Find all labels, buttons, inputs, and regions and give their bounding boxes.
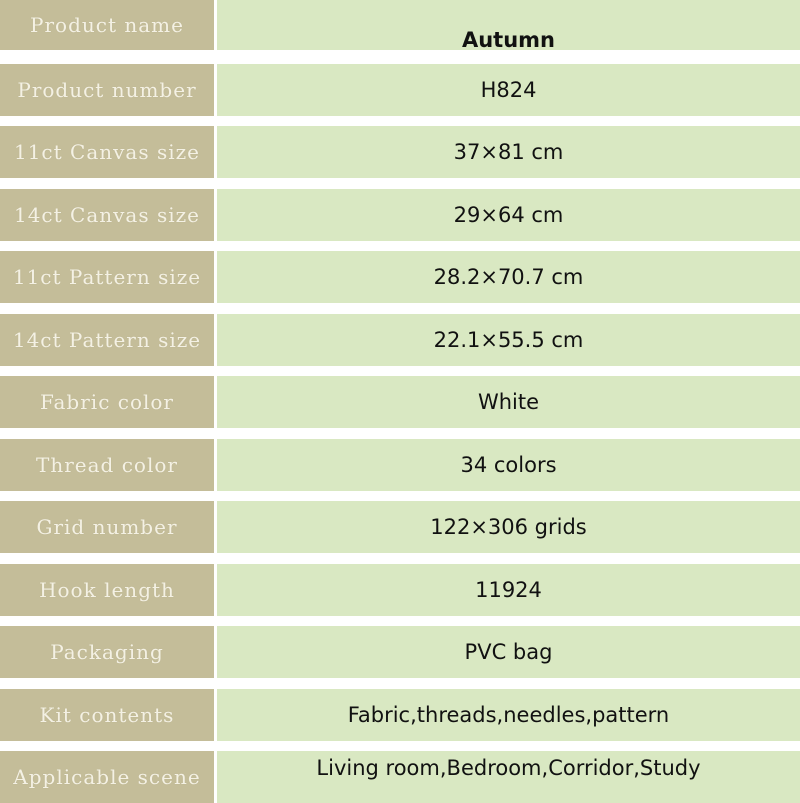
spec-value: 37×81 cm: [217, 126, 800, 178]
spec-value: 22.1×55.5 cm: [217, 314, 800, 366]
spec-label: Packaging: [0, 626, 214, 678]
spec-value: 34 colors: [217, 439, 800, 491]
spec-row-fabric-color: [0, 376, 800, 428]
spec-row-11ct-pattern-size: [0, 251, 800, 303]
spec-label: 14ct Canvas size: [0, 189, 214, 241]
spec-row-packaging: [0, 626, 800, 678]
spec-label: 11ct Canvas size: [0, 126, 214, 178]
spec-label: Hook length: [0, 564, 214, 616]
spec-value: 29×64 cm: [217, 189, 800, 241]
spec-row-product-number: [0, 64, 800, 116]
spec-row-hook-length: [0, 564, 800, 616]
spec-row-11ct-canvas-size: [0, 126, 800, 178]
spec-label: 11ct Pattern size: [0, 251, 214, 303]
spec-label: Thread color: [0, 439, 214, 491]
spec-label: Grid number: [0, 501, 214, 553]
spec-value: Living room,Bedroom,Corridor,Study: [217, 751, 800, 803]
spec-label: Kit contents: [0, 689, 214, 741]
spec-value: 11924: [217, 564, 800, 616]
spec-label: Product name: [0, 0, 214, 50]
spec-value: PVC bag: [217, 626, 800, 678]
spec-value: Fabric,threads,needles,pattern: [217, 689, 800, 741]
spec-row-applicable-scene: [0, 751, 800, 803]
spec-value: Autumn: [217, 0, 800, 50]
spec-label: 14ct Pattern size: [0, 314, 214, 366]
spec-value: 28.2×70.7 cm: [217, 251, 800, 303]
spec-row-thread-color: [0, 439, 800, 491]
spec-label: Fabric color: [0, 376, 214, 428]
spec-label: Product number: [0, 64, 214, 116]
spec-row-grid-number: [0, 501, 800, 553]
spec-value: H824: [217, 64, 800, 116]
spec-row-14ct-canvas-size: [0, 189, 800, 241]
spec-row-product-name: [0, 0, 800, 50]
spec-value: White: [217, 376, 800, 428]
spec-value: 122×306 grids: [217, 501, 800, 553]
spec-row-kit-contents: [0, 689, 800, 741]
spec-label: Applicable scene: [0, 751, 214, 803]
spec-row-14ct-pattern-size: [0, 314, 800, 366]
